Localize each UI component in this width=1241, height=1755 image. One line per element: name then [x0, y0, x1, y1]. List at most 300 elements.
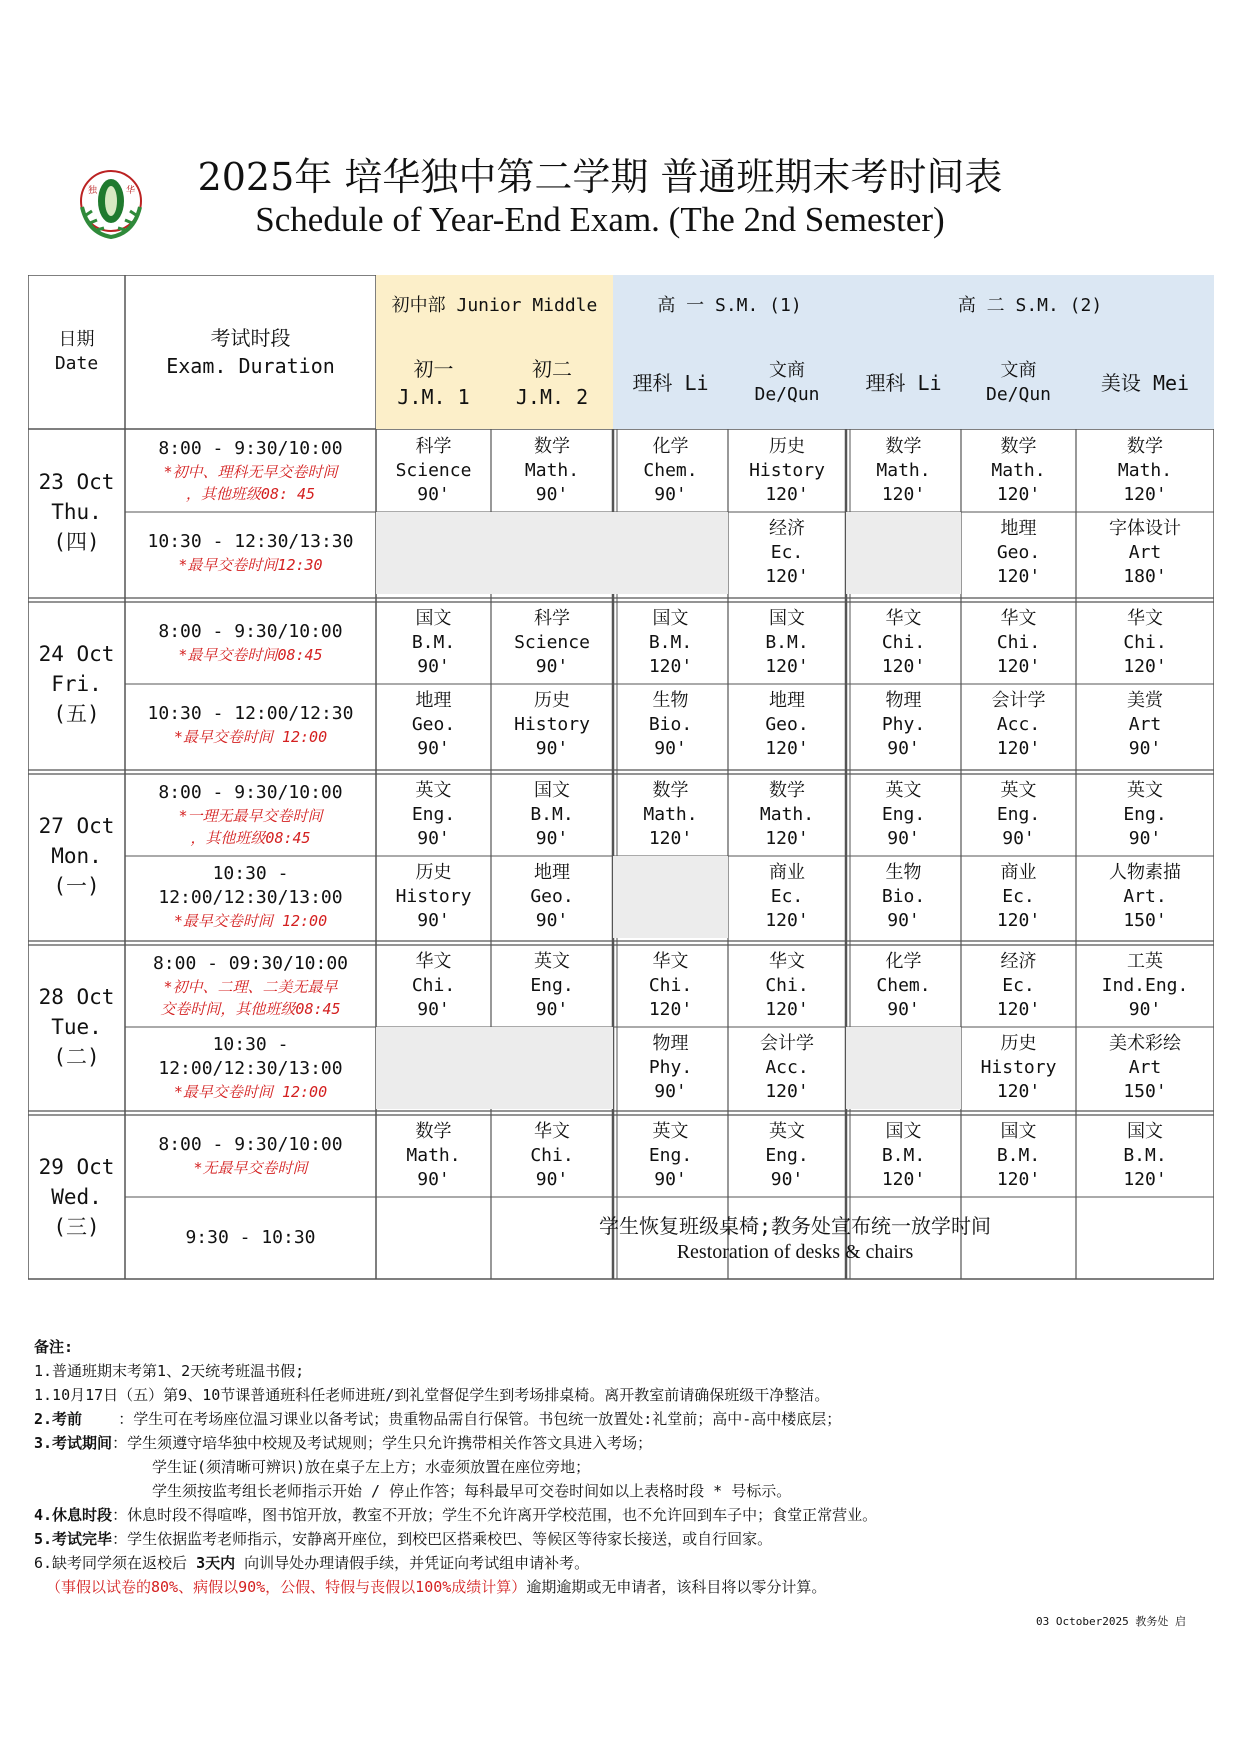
session-time-cell [125, 684, 376, 766]
day-date-cell [28, 1115, 125, 1279]
subject-minutes: 120' [765, 1081, 809, 1102]
subject-zh: 数学 [652, 780, 689, 801]
subject-zh: 数学 [415, 1121, 452, 1142]
subject-zh: 英文 [415, 780, 452, 801]
subject-en: Chi. [411, 975, 456, 996]
header-jm1-en: J.M. 1 [397, 385, 470, 409]
session-time: 10:30 - 12:30/13:30 [147, 531, 354, 552]
empty-cell [376, 512, 491, 594]
svg-text:华: 华 [126, 186, 136, 196]
exam-cell [1076, 945, 1214, 1027]
subject-minutes: 120' [765, 738, 809, 759]
session-time-cell [125, 602, 376, 684]
session-time-cell [125, 774, 376, 856]
subject-minutes: 90' [535, 484, 569, 505]
remark-3: ：学生须遵守培华独中校规及考试规则；学生只允许携带相关作答文具进入考场； [112, 1434, 653, 1452]
subject-en: Chi. [765, 975, 809, 996]
header-date-en: Date [54, 353, 99, 374]
subject-en: Ind.Eng. [1101, 975, 1189, 996]
subject-en: Science [395, 460, 472, 481]
exam-cell [613, 774, 728, 856]
subject-en: Ec. [1002, 975, 1035, 996]
remark-6-bold: 3天内 [196, 1554, 236, 1572]
header-sm2-mei [1076, 337, 1214, 429]
subject-zh: 华文 [1000, 608, 1037, 629]
header-jm1 [376, 337, 491, 429]
exam-cell [961, 856, 1076, 938]
day-weekday-zh: (四) [53, 530, 100, 554]
subject-en: Chi. [996, 632, 1041, 653]
remark-1b: 1.10月17日（五）第9、10节课普通班科任老师进班/到礼堂督促学生到考场排桌椅。离开教室前请确保班级干净整洁。 [34, 1386, 830, 1404]
subject-zh: 物理 [652, 1033, 689, 1054]
remark-6b: 向训导处办理请假手续，并凭证向考试组申请补考。 [235, 1554, 590, 1572]
subject-minutes: 90' [1128, 828, 1162, 849]
subject-zh: 经济 [769, 518, 805, 539]
subject-zh: 会计学 [991, 690, 1046, 711]
header-sm2 [846, 275, 1214, 337]
subject-minutes: 90' [887, 738, 920, 759]
subject-zh: 华文 [769, 951, 805, 972]
subject-minutes: 90' [417, 999, 450, 1020]
merged-notice-en: Restoration of desks & chairs [676, 1241, 914, 1263]
session-note: *一理无最早交卷时间 [178, 807, 323, 825]
subject-minutes: 90' [887, 999, 920, 1020]
subject-zh: 地理 [534, 862, 570, 883]
subject-en: Science [514, 632, 590, 653]
subject-minutes: 90' [887, 828, 920, 849]
session-note: 交卷时间，其他班级08:45 [160, 1000, 341, 1018]
subject-zh: 生物 [885, 862, 922, 883]
subject-minutes: 120' [765, 656, 809, 677]
subject-en: Geo. [996, 542, 1041, 563]
remark-1: 1.普通班期末考第1、2天统考班温书假; [34, 1362, 305, 1380]
subject-en: Art [1128, 1057, 1162, 1078]
session-time: 8:00 - 9:30/10:00 [158, 782, 343, 803]
exam-cell [491, 945, 613, 1027]
session-time-cont: 12:00/12:30/13:00 [158, 887, 343, 908]
remark-2-label: 2.考前 [34, 1410, 83, 1428]
subject-zh: 国文 [415, 608, 452, 629]
remarks-section [34, 1335, 1214, 1599]
subject-minutes: 120' [648, 999, 693, 1020]
header-jm2-en: J.M. 2 [515, 385, 589, 409]
session-time-cell [125, 945, 376, 1027]
day-weekday-zh: (一) [53, 874, 100, 898]
subject-zh: 字体设计 [1109, 518, 1181, 539]
session-time-cell [125, 430, 376, 512]
exam-cell [728, 430, 846, 512]
subject-minutes: 90' [535, 656, 569, 677]
subject-minutes: 120' [648, 656, 693, 677]
subject-en: Art [1128, 714, 1162, 735]
subject-en: Chi. [1123, 632, 1167, 653]
subject-en: History [980, 1057, 1057, 1078]
header-junior-label: 初中部 Junior Middle [391, 295, 598, 316]
session-note: *初中、理科无早交卷时间 [163, 463, 338, 481]
subject-minutes: 120' [765, 999, 809, 1020]
header-sm2-wen-zh: 文商 [1000, 360, 1037, 381]
subject-minutes: 120' [996, 656, 1041, 677]
session-time-cell [125, 512, 376, 594]
exam-cell [728, 945, 846, 1027]
subject-zh: 国文 [769, 608, 805, 629]
day-weekday: Wed. [51, 1185, 102, 1209]
exam-cell [961, 430, 1076, 512]
day-weekday: Fri. [51, 672, 102, 696]
page-title-chinese: 2025年 培华独中第二学期 普通班期末考时间表 [197, 155, 1003, 199]
exam-cell [376, 684, 491, 766]
subject-en: Phy. [881, 714, 926, 735]
exam-cell [376, 430, 491, 512]
subject-en: History [395, 886, 472, 907]
header-jm1-zh: 初一 [413, 357, 454, 381]
session-time-cell [125, 856, 376, 938]
exam-cell [1076, 602, 1214, 684]
subject-en: B.M. [996, 1145, 1041, 1166]
remark-3c: 学生须按监考组长老师指示开始 / 停止作答；每科最早可交卷时间如以上表格时段 * 号标示。 [152, 1482, 792, 1500]
subject-zh: 商业 [1000, 862, 1037, 883]
session-time: 8:00 - 9:30/10:00 [158, 1134, 343, 1155]
header-sm1-wen-zh: 文商 [769, 360, 805, 381]
subject-minutes: 120' [881, 656, 926, 677]
subject-en: Geo. [765, 714, 809, 735]
exam-schedule-table [28, 275, 1214, 1290]
subject-en: Math. [524, 460, 580, 481]
subject-minutes: 90' [535, 1169, 569, 1190]
exam-cell [613, 602, 728, 684]
header-junior [376, 275, 613, 337]
merged-notice-zh: 学生恢复班级桌椅;教务处宣布统一放学时间 [598, 1214, 992, 1238]
subject-zh: 美赏 [1127, 690, 1163, 711]
subject-minutes: 90' [1002, 828, 1035, 849]
remark-4: ：休息时段不得喧哗，图书馆开放，教室不开放；学生不允许离开学校范围，也不允许回到车子中；食堂正常营业。 [112, 1506, 878, 1524]
day-date-cell [28, 602, 125, 766]
header-sm2-wen [961, 337, 1076, 429]
session-note: *最早交卷时间 12:00 [173, 912, 328, 930]
exam-cell [961, 1115, 1076, 1197]
subject-minutes: 90' [417, 910, 450, 931]
subject-minutes: 120' [996, 1169, 1041, 1190]
exam-cell [376, 774, 491, 856]
empty-cell [491, 512, 613, 594]
subject-en: Geo. [530, 886, 574, 907]
subject-minutes: 120' [765, 484, 809, 505]
day-date: 28 Oct [38, 985, 115, 1009]
exam-cell [1076, 1115, 1214, 1197]
exam-cell [728, 1027, 846, 1109]
exam-cell [846, 774, 961, 856]
exam-cell [376, 1115, 491, 1197]
subject-en: History [749, 460, 825, 481]
subject-en: Art [1128, 542, 1162, 563]
subject-zh: 商业 [769, 862, 805, 883]
subject-en: Phy. [648, 1057, 693, 1078]
exam-cell [846, 430, 961, 512]
header-sm2-label: 高 二 S.M. (2) [957, 295, 1103, 316]
exam-cell [728, 1115, 846, 1197]
day-weekday: Thu. [51, 500, 102, 524]
subject-zh: 英文 [1127, 780, 1163, 801]
subject-zh: 历史 [769, 436, 805, 457]
day-weekday-zh: (三) [53, 1215, 100, 1239]
subject-minutes: 90' [1128, 738, 1162, 759]
subject-en: Chi. [530, 1145, 574, 1166]
subject-minutes: 120' [996, 999, 1041, 1020]
session-time-cell [125, 1197, 376, 1279]
subject-minutes: 90' [417, 828, 450, 849]
subject-en: Chi. [881, 632, 926, 653]
header-sm2-li-label: 理科 Li [865, 371, 942, 395]
subject-en: Math. [991, 460, 1046, 481]
exam-cell [728, 512, 846, 594]
exam-cell [846, 945, 961, 1027]
day-date-cell [28, 945, 125, 1109]
session-note: *最早交卷时间08:45 [178, 646, 323, 664]
session-time-cell [125, 1027, 376, 1109]
subject-zh: 华文 [652, 951, 689, 972]
empty-cell [613, 856, 728, 938]
empty-cell [846, 1027, 961, 1109]
subject-minutes: 120' [996, 738, 1041, 759]
day-date: 23 Oct [38, 470, 115, 494]
subject-zh: 华文 [885, 608, 922, 629]
exam-cell [728, 684, 846, 766]
remark-7-red: （事假以试卷的80%、病假以90%，公假、特假与丧假以100%成绩计算） [46, 1578, 527, 1596]
exam-cell [728, 774, 846, 856]
subject-minutes: 90' [535, 738, 569, 759]
subject-minutes: 120' [765, 910, 809, 931]
subject-minutes: 150' [1123, 910, 1167, 931]
exam-cell [961, 512, 1076, 594]
exam-cell [491, 856, 613, 938]
day-date: 27 Oct [38, 814, 115, 838]
subject-minutes: 180' [1123, 566, 1167, 587]
subject-zh: 美术彩绘 [1109, 1033, 1181, 1054]
subject-zh: 人物素描 [1109, 862, 1181, 883]
subject-minutes: 120' [648, 828, 693, 849]
subject-minutes: 90' [654, 1169, 687, 1190]
subject-minutes: 120' [1123, 656, 1167, 677]
subject-minutes: 90' [535, 999, 569, 1020]
subject-zh: 国文 [1000, 1121, 1037, 1142]
subject-zh: 生物 [652, 690, 689, 711]
subject-zh: 物理 [885, 690, 922, 711]
subject-minutes: 90' [535, 910, 569, 931]
subject-en: B.M. [765, 632, 809, 653]
page-title-english: Schedule of Year-End Exam. (The 2nd Semester) [255, 200, 945, 239]
header-sm1 [613, 275, 846, 337]
session-time-cont: 12:00/12:30/13:00 [158, 1058, 343, 1079]
header-sm2-mei-label: 美设 Mei [1100, 371, 1190, 395]
subject-minutes: 90' [654, 738, 687, 759]
remarks-heading: 备注: [34, 1338, 74, 1356]
subject-en: Eng. [648, 1145, 693, 1166]
exam-cell [846, 856, 961, 938]
subject-zh: 科学 [415, 436, 452, 457]
exam-cell [961, 602, 1076, 684]
subject-zh: 英文 [885, 780, 922, 801]
exam-cell [961, 684, 1076, 766]
empty-cell [613, 512, 728, 594]
header-duration-en: Exam. Duration [166, 354, 335, 378]
subject-zh: 历史 [1000, 1033, 1037, 1054]
exam-cell [961, 774, 1076, 856]
subject-en: B.M. [530, 804, 574, 825]
session-time: 8:00 - 9:30/10:00 [158, 621, 343, 642]
day-weekday: Mon. [51, 844, 102, 868]
exam-cell [1076, 430, 1214, 512]
session-note: *无最早交卷时间 [193, 1159, 308, 1177]
subject-en: Math. [1117, 460, 1173, 481]
exam-cell [1076, 684, 1214, 766]
exam-cell [491, 430, 613, 512]
subject-minutes: 90' [417, 484, 450, 505]
header-sm1-li [613, 337, 728, 429]
subject-en: Math. [643, 804, 698, 825]
remark-5-label: 5.考试完毕 [34, 1530, 113, 1548]
remark-3b: 学生证(须清晰可辨识)放在桌子左上方；水壶须放置在座位旁地； [152, 1458, 591, 1476]
subject-zh: 数学 [1000, 436, 1037, 457]
subject-en: Math. [876, 460, 931, 481]
subject-en: B.M. [411, 632, 456, 653]
subject-minutes: 120' [881, 1169, 926, 1190]
exam-cell [1076, 856, 1214, 938]
exam-cell [846, 602, 961, 684]
subject-minutes: 120' [765, 566, 809, 587]
header-sm1-wen-en: De/Qun [754, 384, 820, 405]
header-sm1-li-label: 理科 Li [632, 371, 709, 395]
remark-3-label: 3.考试期间 [34, 1434, 113, 1452]
session-time: 10:30 - [212, 863, 289, 884]
subject-minutes: 90' [887, 910, 920, 931]
subject-zh: 国文 [1127, 1121, 1163, 1142]
subject-minutes: 90' [770, 1169, 804, 1190]
subject-en: Chem. [876, 975, 931, 996]
subject-en: Math. [406, 1145, 461, 1166]
day-date-cell [28, 430, 125, 594]
subject-en: B.M. [648, 632, 693, 653]
remark-6a: 6.缺考同学须在返校后 [34, 1554, 197, 1572]
exam-cell [613, 430, 728, 512]
exam-cell [961, 945, 1076, 1027]
subject-minutes: 120' [996, 910, 1041, 931]
subject-zh: 历史 [415, 862, 452, 883]
session-time: 8:00 - 9:30/10:00 [158, 438, 343, 459]
exam-cell [376, 945, 491, 1027]
exam-cell [491, 684, 613, 766]
exam-cell [846, 1115, 961, 1197]
subject-en: Math. [759, 804, 815, 825]
session-note: ，其他班级08: 45 [185, 485, 316, 503]
subject-en: Geo. [411, 714, 456, 735]
exam-cell [846, 684, 961, 766]
session-note: *最早交卷时间 12:00 [173, 728, 328, 746]
header-jm2 [491, 337, 613, 429]
session-note: *最早交卷时间12:30 [178, 556, 323, 574]
header-jm2-zh: 初二 [532, 357, 572, 381]
subject-minutes: 150' [1123, 1081, 1167, 1102]
subject-en: Art. [1123, 886, 1167, 907]
subject-minutes: 90' [417, 1169, 450, 1190]
subject-zh: 化学 [885, 951, 922, 972]
subject-zh: 国文 [652, 608, 689, 629]
subject-zh: 英文 [769, 1121, 805, 1142]
subject-zh: 国文 [885, 1121, 922, 1142]
exam-cell [961, 1027, 1076, 1109]
header-duration [125, 275, 376, 429]
remark-2: ：学生可在考场座位温习课业以备考试；贵重物品需自行保管。书包统一放置处:礼堂前；高中-高中楼底层； [118, 1410, 842, 1428]
exam-cell [376, 856, 491, 938]
exam-cell [613, 945, 728, 1027]
subject-minutes: 120' [765, 828, 809, 849]
svg-text:独: 独 [88, 186, 98, 196]
exam-cell [728, 856, 846, 938]
subject-en: History [514, 714, 590, 735]
exam-cell [491, 1115, 613, 1197]
day-weekday-zh: (二) [53, 1045, 100, 1069]
subject-en: Ec. [770, 886, 804, 907]
subject-minutes: 120' [996, 566, 1041, 587]
session-note: ，其他班级08:45 [190, 829, 311, 847]
subject-zh: 地理 [415, 690, 452, 711]
issue-date-footer: 03 October2025 教务处 启 [1036, 1615, 1186, 1628]
subject-en: Acc. [996, 714, 1041, 735]
subject-minutes: 120' [881, 484, 926, 505]
subject-en: Ec. [1002, 886, 1035, 907]
subject-en: Chem. [643, 460, 698, 481]
merged-notice-cell [376, 1197, 1214, 1279]
header-sm1-label: 高 一 S.M. (1) [657, 295, 802, 316]
exam-cell [613, 1027, 728, 1109]
exam-cell [376, 602, 491, 684]
exam-cell [613, 684, 728, 766]
exam-cell [728, 602, 846, 684]
subject-minutes: 90' [535, 828, 569, 849]
subject-zh: 会计学 [760, 1033, 814, 1054]
subject-minutes: 90' [417, 656, 450, 677]
subject-zh: 英文 [534, 951, 570, 972]
exam-cell [1076, 512, 1214, 594]
subject-minutes: 90' [417, 738, 450, 759]
subject-minutes: 90' [654, 484, 687, 505]
day-date: 24 Oct [38, 642, 115, 666]
exam-cell [1076, 774, 1214, 856]
session-time: 10:30 - 12:00/12:30 [147, 703, 354, 724]
exam-cell [613, 1115, 728, 1197]
header-sm2-li [846, 337, 961, 429]
exam-cell [491, 602, 613, 684]
session-note: *初中、二理、二美无最早 [163, 978, 338, 996]
subject-zh: 科学 [534, 608, 570, 629]
subject-en: Eng. [411, 804, 456, 825]
subject-zh: 历史 [534, 690, 570, 711]
subject-zh: 数学 [769, 780, 805, 801]
session-time: 10:30 - [212, 1034, 289, 1055]
subject-minutes: 90' [1128, 999, 1162, 1020]
header-date [28, 275, 125, 429]
day-date-cell [28, 774, 125, 938]
subject-zh: 华文 [1127, 608, 1163, 629]
subject-en: Bio. [881, 886, 926, 907]
subject-zh: 数学 [1127, 436, 1163, 457]
subject-zh: 英文 [1000, 780, 1037, 801]
session-time: 9:30 - 10:30 [185, 1227, 316, 1248]
school-logo [70, 163, 152, 245]
subject-minutes: 120' [996, 484, 1041, 505]
subject-zh: 地理 [1000, 518, 1037, 539]
subject-zh: 工英 [1127, 951, 1163, 972]
subject-zh: 化学 [652, 436, 689, 457]
